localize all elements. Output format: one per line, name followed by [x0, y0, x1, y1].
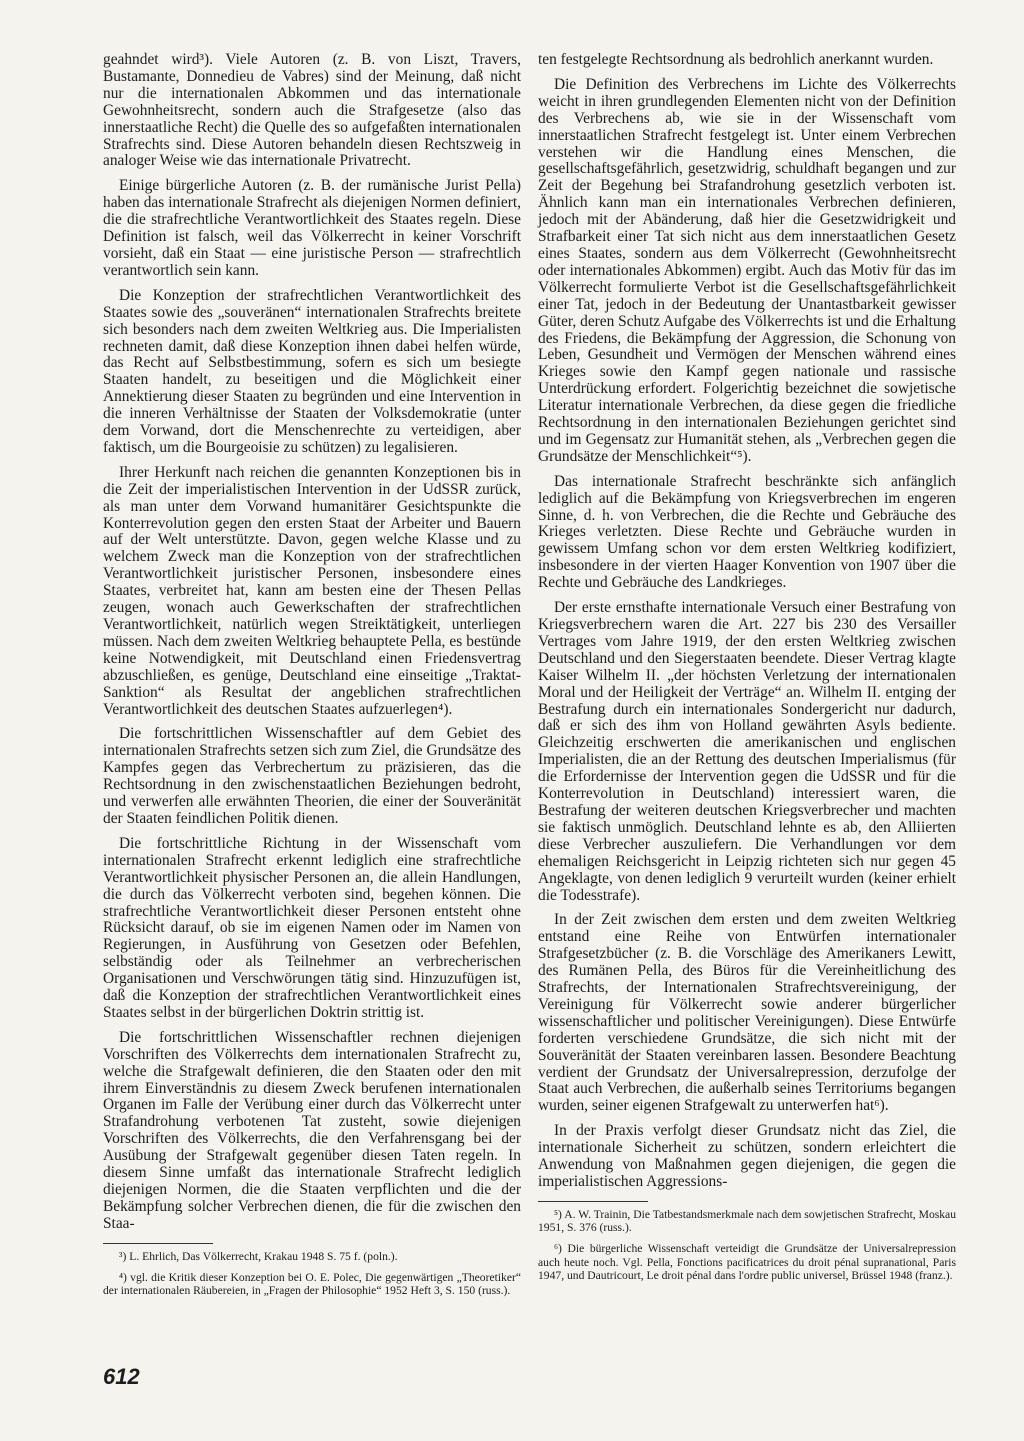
footnote: ⁵) A. W. Trainin, Die Tatbestandsmerkmale nach dem sowjetischen Strafrecht, Moskau 1951, S. 376 (russ.). [538, 1207, 956, 1235]
paragraph: Die fortschrittlichen Wissenschaftler auf dem Gebiet des internationalen Strafrechts setzen sich zum Ziel, die Grundsätze des Kampfes gegen das Verbrechertum zu präzisieren, das die Rechtsordnung in den zwischenstaatlichen Beziehungen bedroht, und verwerfen alle erwähnten Theorien, die einer der Souveränität der Staaten feindlichen Politik dienen. [103, 725, 521, 827]
footnote-divider [103, 1243, 213, 1244]
paragraph: Die Definition des Verbrechens im Lichte des Völkerrechts weicht in ihren grundlegenden Elementen nicht von der Definition des Verbrechens ab, wie sie in der Wissenschaft vom innerstaatlichen Strafrecht festgelegt ist. Unter einem Verbrechen verstehen wir die Handlung eines Menschen, die gesellschaftsgefährlich, gesetzwidrig, schuldhaft begangen und zur Zeit der Begehung bei Strafandrohung gesetzlich verboten ist. Ähnlich kann man ein internationales Verbrechen definieren, jedoch mit der Abänderung, daß hier die Gesetzwidrigkeit und Strafbarkeit einer Tat sich nicht aus dem innerstaatlichen Gesetz eines Staates, sondern aus dem Völkerrecht (Gewohnheitsrecht oder internationales Abkommen) ergibt. Auch das Motiv für das im Völkerrecht formulierte Verbot ist die Gesellschaftsgefährlichkeit einer Tat, jedoch in der Bedeutung der Unantastbarkeit gewisser Güter, deren Schutz Aufgabe des Völkerrechts ist und die Erhaltung des Friedens, die Bekämpfung der Aggression, die Schonung von Leben, Gesundheit und Vermögen der Menschen während eines Krieges sowie den Kampf gegen nationale und rassische Unterdrückung erfordert. Folgerichtig bezeichnet die sowjetische Literatur internationale Verbrechen, da diese gegen die friedliche Rechtsordnung in den internationalen Beziehungen gerichtet sind und im Gegensatz zur Humanität stehen, als „Verbrechen gegen die Grundsätze der Menschlichkeit“⁵). [538, 75, 956, 465]
paragraph: Ihrer Herkunft nach reichen die genannten Konzeptionen bis in die Zeit der imperialistischen Intervention in der UdSSR zurück, als man unter dem Vorwand humanitärer Gesichtspunkte die Konterrevolution gegen den ersten Staat der Arbeiter und Bauern auf der Welt unterstützte. Davon, gegen welche Klasse und zu welchem Zweck man die Konzeption von der strafrechtlichen Verantwortlichkeit juristischer Personen, insbesondere eines Staates, verbreitet hat, kann am besten eine der Thesen Pellas zeugen, wonach auch Gewerkschaften der strafrechtlichen Verantwortlichkeit, natürlich wegen Streiktätigkeit, unterliegen müssen. Nach dem zweiten Weltkrieg behauptete Pella, es bestünde keine Notwendigkeit, mit Deutschland einen Friedensvertrag abzuschließen, es genüge, Deutschland eine einseitige „Traktat-Sanktion“ als Resultat der angeblichen strafrechtlichen Verantwortlichkeit des deutschen Staates aufzuerlegen⁴). [103, 463, 521, 718]
footnote-divider [538, 1201, 648, 1202]
paragraph: In der Praxis verfolgt dieser Grundsatz nicht das Ziel, die internationale Sicherheit zu schützen, sondern erleichtert die Anwendung von Maßnahmen gegen diejenigen, die gegen die imperialistischen Aggressions- [538, 1122, 956, 1190]
page-number: 612 [103, 1364, 140, 1389]
paragraph: Das internationale Strafrecht beschränkte sich anfänglich lediglich auf die Bekämpfung von Kriegsverbrechen im engeren Sinne, d. h. von Verbrechen, die die Rechte und Gebräuche des Krieges verletzten. Diese Rechte und Gebräuche wurden in gewissem Umfang schon vor dem ersten Weltkrieg kodifiziert, insbesondere in der vierten Haager Konvention von 1907 über die Rechte und Gebräuche des Landkrieges. [538, 472, 956, 592]
left-column [103, 52, 521, 1305]
paragraph: ten festgelegte Rechtsordnung als bedrohlich anerkannt wurden. [538, 51, 934, 68]
paragraph: Einige bürgerliche Autoren (z. B. der rumänische Jurist Pella) haben das internationale Strafrecht als diejenigen Normen definiert, die die strafrechtliche Verantwortlichkeit des Staates regeln. Diese Definition ist falsch, weil das Völkerrecht in keiner Vorschrift vorsieht, daß ein Staat — eine juristische Person — strafrechtlich verantwortlich sein kann. [103, 177, 521, 279]
footnote: ⁴) vgl. die Kritik dieser Konzeption bei O. E. Polec, Die gegenwärtigen „Theoretiker“ der internationalen Räubereien, in „Fragen der Philosophie“ 1952 Heft 3, S. 150 (russ.). [103, 1270, 521, 1298]
paragraph: Die fortschrittlichen Wissenschaftler rechnen diejenigen Vorschriften des Völkerrechts dem internationalen Strafrecht zu, welche die Strafgewalt definieren, die den Staaten oder den mit ihrem Einverständnis zu diesem Zweck berufenen internationalen Organen im Falle der Verübung einer durch das Völkerrecht unter Strafandrohung verbotenen Tat zusteht, sowie diejenigen Vorschriften des Völkerrechts, die den Verfahrensgang bei der Ausübung der Strafgewalt gegenüber diesen Taten regeln. In diesem Sinne umfaßt das internationale Strafrecht lediglich diejenigen Normen, die die Staaten verpflichten und die der Bekämpfung solcher Verbrechen dienen, die für die zwischen den Staa- [103, 1028, 521, 1232]
paragraph: Der erste ernsthafte internationale Versuch einer Bestrafung von Kriegsverbrechern waren die Art. 227 bis 230 des Versailler Vertrages vom Jahre 1919, der den ersten Weltkrieg zwischen Deutschland und den Siegerstaaten beendete. Dieser Vertrag klagte Kaiser Wilhelm II. „der höchsten Verletzung der internationalen Moral und der Heiligkeit der Verträge“ an. Wilhelm II. entging der Bestrafung durch ein internationales Sondergericht nur dadurch, daß er sich des ihm von Holland gewährten Asyls bediente. Gleichzeitig erschwerten die amerikanischen und englischen Imperialisten, die an der Rettung des deutschen Imperialismus (für die Erfordernisse der Intervention gegen die UdSSR und für die Konterrevolution in Deutschland) interessiert waren, die Bestrafung der weiteren deutschen Kriegsverbrecher und machten sie faktisch unmöglich. Deutschland lehnte es ab, den Alliierten diese Verbrecher auszuliefern. Die Verhandlungen vor dem ehemaligen Reichsgericht in Leipzig richteten sich nur gegen 45 Angeklagte, von denen lediglich 9 verurteilt wurden (keiner erhielt die Todesstrafe). [538, 599, 956, 904]
footnote: ³) L. Ehrlich, Das Völkerrecht, Krakau 1948 S. 75 f. (poln.). [119, 1249, 398, 1263]
paragraph: Die fortschrittliche Richtung in der Wissenschaft vom internationalen Strafrecht erkennt lediglich eine strafrechtliche Verantwortlichkeit physischer Personen an, die allein Handlungen, die durch das Völkerrecht verboten sind, begehen können. Die strafrechtliche Verantwortlichkeit dieser Personen entsteht ohne Rücksicht darauf, ob sie im eigenen Namen oder im Namen von Regierungen, in Ausführung von Gesetzen oder Befehlen, selbständig oder als Teilnehmer an verbrecherischen Organisationen und Verschwörungen tätig sind. Hinzuzufügen ist, daß die Konzeption der strafrechtlichen Verantwortlichkeit eines Staates selbst in der bürgerlichen Doktrin strittig ist. [103, 834, 521, 1021]
paragraph: geahndet wird³). Viele Autoren (z. B. von Liszt, Travers, Bustamante, Donnedieu de Vabres) sind der Meinung, daß nicht nur die internationalen Abkommen und das internationale Gewohnheitsrecht, sondern auch die Strafgesetze (also das innerstaatliche Recht) die Quelle des so aufgefaßten internationalen Strafrechts sind. Diese Autoren behandeln diesen Rechtszweig in analoger Weise wie das internationale Privatrecht. [103, 51, 521, 170]
paragraph: In der Zeit zwischen dem ersten und dem zweiten Weltkrieg entstand eine Reihe von Entwürfen internationaler Strafgesetzbücher (z. B. die Vorschläge des Amerikaners Lewitt, des Rumänen Pella, des Büros für die Vereinheitlichung des Strafrechts, der Internationalen Strafrechtsvereinigung, der Vereinigung für Völkerrecht sowie anderer bürgerlicher wissenschaftlicher und politischer Vereinigungen). Diese Entwürfe forderten verschiedene Grundsätze, die sich nicht mit der Souveränität der Staaten vereinbaren lassen. Besondere Beachtung verdient der Grundsatz der Universalrepression, derzufolge der Staat auch Verbrechen, die außerhalb seines Territoriums begangen wurden, seiner eigenen Strafgewalt zu unterwerfen hat⁶). [538, 911, 956, 1115]
paragraph: Die Konzeption der strafrechtlichen Verantwortlichkeit des Staates sowie des „souveränen“ internationalen Strafrechts breitete sich besonders nach dem zweiten Weltkrieg aus. Die Imperialisten rechneten damit, daß diese Konzeption ihnen dabei helfen würde, das Recht auf Selbstbestimmung, sofern es sich um besiegte Staaten handelt, zu beseitigen und die Möglichkeit einer Annektierung dieser Staaten zu begründen und eine Intervention in die inneren Verhältnisse der Staaten der Volksdemokratie (unter dem Vorwand, dort die Menschenrechte zu verteidigen, aber faktisch, um die Bourgeoisie zu schützen) zu legalisieren. [103, 286, 521, 456]
footnote: ⁶) Die bürgerliche Wissenschaft verteidigt die Grundsätze der Universalrepression auch heute noch. Vgl. Pella, Fonctions pacificatrices du droit pénal supranational, Paris 1947, und Dautricourt, Le droit pénal dans l'ordre public universel, Brüssel 1948 (franz.). [538, 1242, 956, 1282]
right-column [538, 52, 956, 1290]
